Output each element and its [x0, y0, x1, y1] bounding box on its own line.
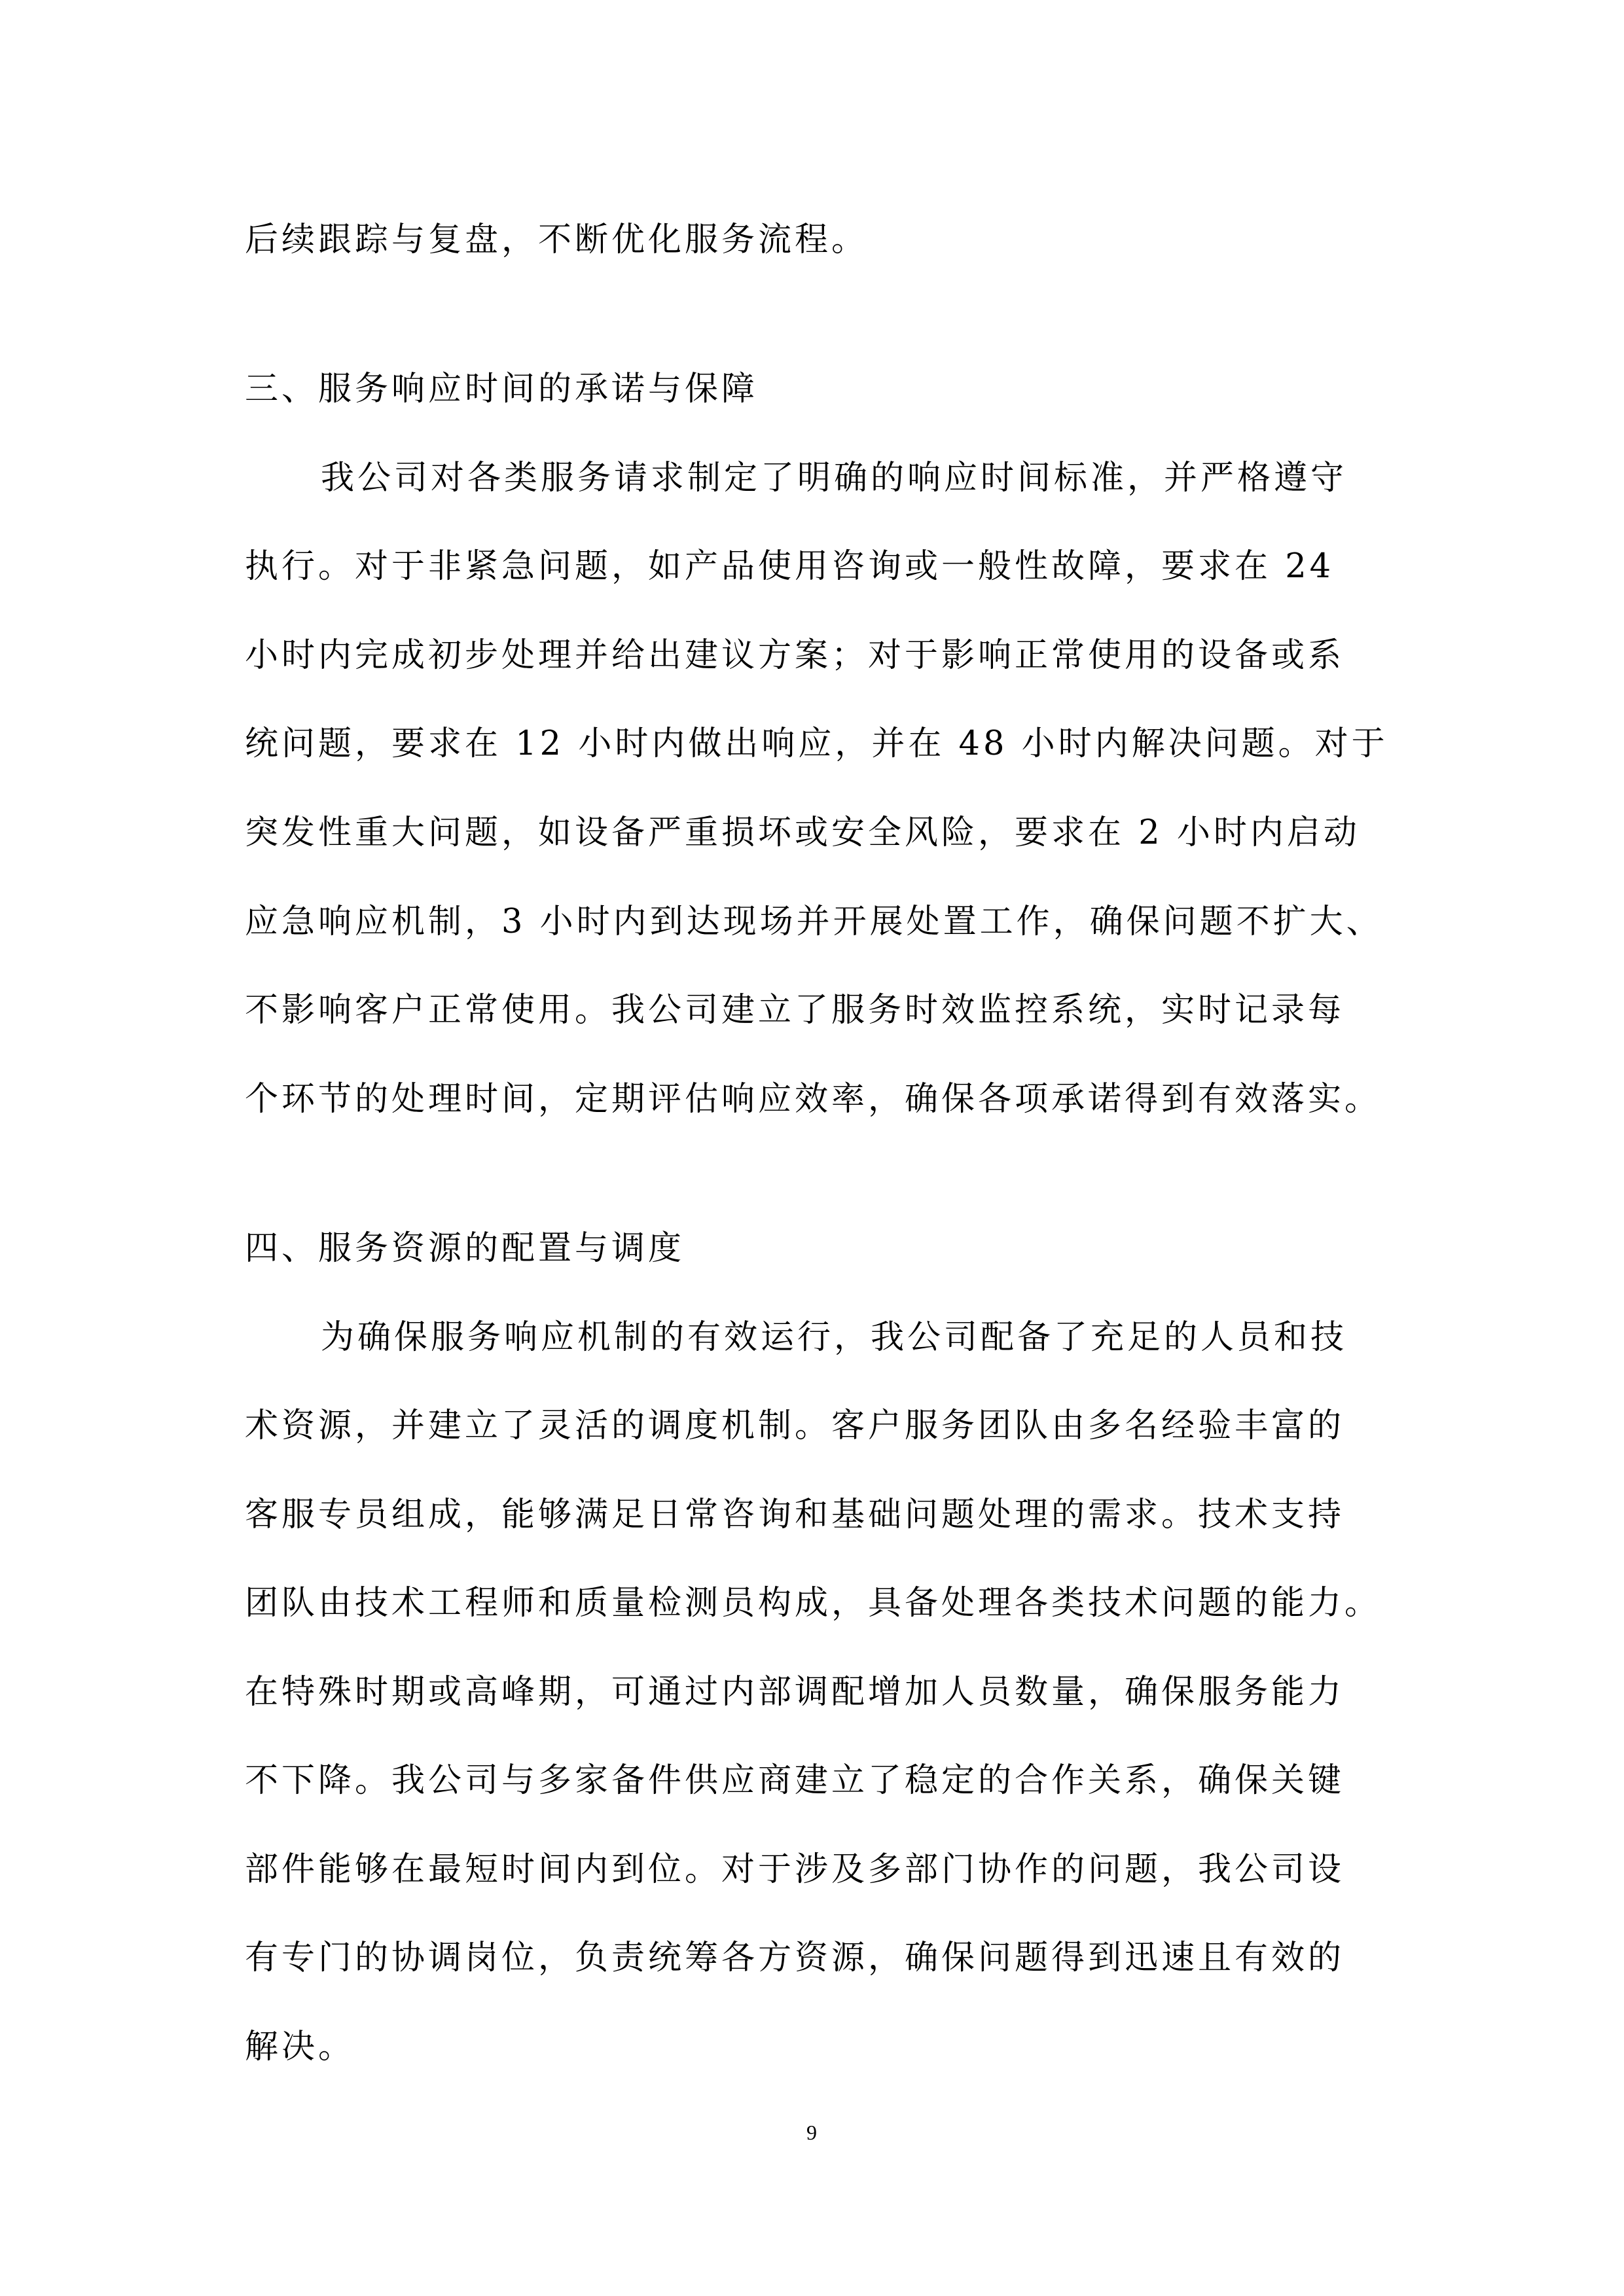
paragraph-line: 统问题，要求在 12 小时内做出响应，并在 48 小时内解决问题。对于 [245, 725, 1388, 763]
paragraph-line: 执行。对于非紧急问题，如产品使用咨询或一般性故障，要求在 24 [245, 547, 1335, 586]
paragraph-line: 团队由技术工程师和质量检测员构成，具备处理各类技术问题的能力。 [245, 1584, 1382, 1623]
paragraph-line: 部件能够在最短时间内到位。对于涉及多部门协作的问题，我公司设 [245, 1850, 1345, 1889]
page-number: 9 [806, 2121, 817, 2144]
paragraph-line: 不影响客户正常使用。我公司建立了服务时效监控系统，实时记录每 [245, 991, 1345, 1030]
paragraph-line: 为确保服务响应机制的有效运行，我公司配备了充足的人员和技 [321, 1318, 1348, 1357]
paragraph-line: 个环节的处理时间，定期评估响应效率，确保各项承诺得到有效落实。 [245, 1080, 1382, 1119]
paragraph-line: 应急响应机制，3 小时内到达现场并开展处置工作，确保问题不扩大、 [245, 903, 1383, 941]
paragraph-line: 在特殊时期或高峰期，可通过内部调配增加人员数量，确保服务能力 [245, 1673, 1345, 1712]
section-heading: 四、服务资源的配置与调度 [245, 1229, 685, 1268]
paragraph-line: 术资源，并建立了灵活的调度机制。客户服务团队由多名经验丰富的 [245, 1407, 1345, 1445]
paragraph-line: 我公司对各类服务请求制定了明确的响应时间标准，并严格遵守 [321, 459, 1348, 497]
paragraph-line: 解决。 [245, 2028, 355, 2066]
paragraph-line: 客服专员组成，能够满足日常咨询和基础问题处理的需求。技术支持 [245, 1496, 1345, 1534]
paragraph-line: 有专门的协调岗位，负责统筹各方资源，确保问题得到迅速且有效的 [245, 1939, 1345, 1977]
paragraph-line: 突发性重大问题，如设备严重损坏或安全风险，要求在 2 小时内启动 [245, 814, 1360, 852]
paragraph-line: 不下降。我公司与多家备件供应商建立了稳定的合作关系，确保关键 [245, 1761, 1345, 1800]
paragraph-line: 小时内完成初步处理并给出建议方案；对于影响正常使用的设备或系 [245, 636, 1345, 675]
section-heading: 三、服务响应时间的承诺与保障 [245, 370, 759, 408]
paragraph-line: 后续跟踪与复盘，不断优化服务流程。 [245, 221, 869, 259]
